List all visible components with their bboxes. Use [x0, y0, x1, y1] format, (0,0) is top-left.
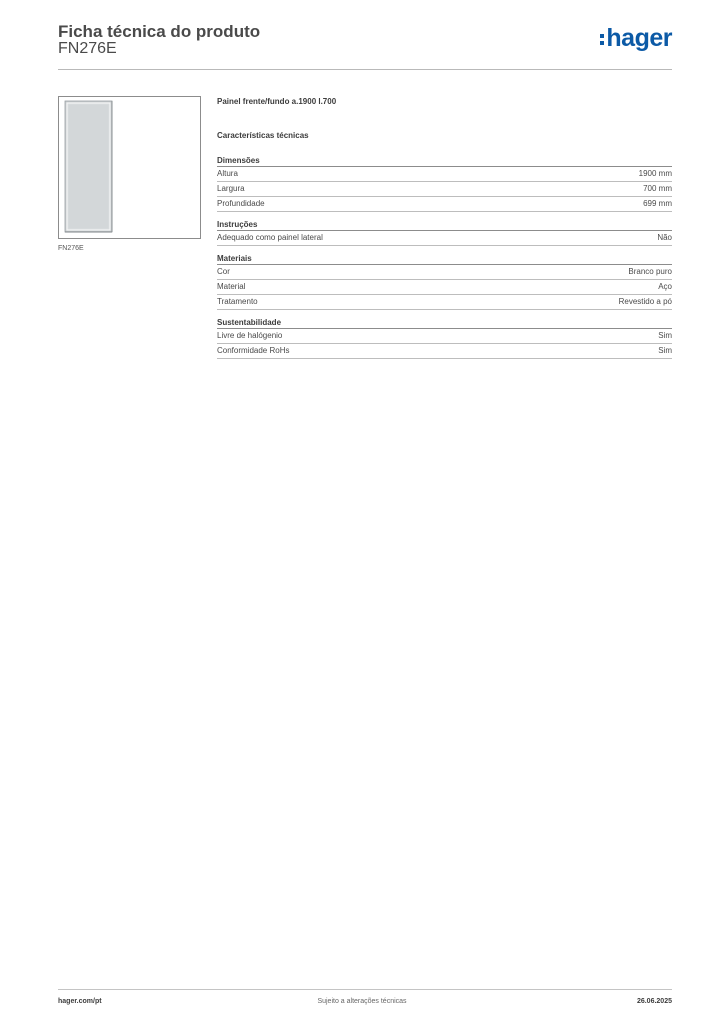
product-details	[217, 97, 672, 367]
logo-text: hager	[606, 24, 672, 52]
spec-value: Branco puro	[628, 267, 672, 276]
section-instructions	[217, 220, 672, 246]
spec-row	[217, 182, 672, 197]
spec-row	[217, 167, 672, 182]
footer-date: 26.06.2025	[636, 998, 672, 1005]
spec-row	[217, 329, 672, 344]
section-title: Materiais	[217, 254, 672, 265]
spec-label: Largura	[217, 184, 245, 193]
spec-row	[217, 295, 672, 310]
footer-website-link[interactable]: hager.com/pt	[58, 998, 102, 1005]
section-title: Dimensões	[217, 156, 672, 167]
spec-value: 699 mm	[643, 199, 672, 208]
header-divider	[58, 69, 672, 70]
spec-value: Revestido a pó	[618, 297, 672, 306]
spec-value: 1900 mm	[638, 169, 672, 178]
section-dimensions	[217, 156, 672, 212]
page-header	[58, 20, 672, 70]
section-sustainability	[217, 318, 672, 359]
spec-label: Tratamento	[217, 297, 258, 306]
document-title: Ficha técnica do produto	[58, 22, 261, 41]
spec-value: Aço	[658, 282, 672, 291]
spec-label: Livre de halógenio	[217, 331, 283, 340]
spec-label: Adequado como painel lateral	[217, 233, 323, 242]
spec-row	[217, 197, 672, 212]
spec-label: Profundidade	[217, 199, 265, 208]
panel-illustration	[59, 97, 200, 238]
image-caption: FN276E	[58, 245, 84, 252]
spec-row	[217, 231, 672, 246]
spec-label: Cor	[217, 267, 230, 276]
hager-logo	[600, 24, 672, 53]
spec-value: 700 mm	[643, 184, 672, 193]
footer-notice: Sujeito a alterações técnicas	[317, 998, 407, 1005]
product-code: FN276E	[58, 40, 117, 57]
spec-row	[217, 344, 672, 359]
footer-divider	[58, 989, 672, 990]
product-name: Painel frente/fundo a.1900 l.700	[217, 97, 337, 106]
spec-label: Altura	[217, 169, 238, 178]
spec-label: Material	[217, 282, 246, 291]
spec-row	[217, 265, 672, 280]
section-title: Instruções	[217, 220, 672, 231]
spec-value: Não	[657, 233, 672, 242]
section-title: Sustentabilidade	[217, 318, 672, 329]
spec-row	[217, 280, 672, 295]
spec-label: Conformidade RoHs	[217, 346, 290, 355]
product-image	[58, 96, 201, 239]
spec-value: Sim	[658, 346, 672, 355]
spec-value: Sim	[658, 331, 672, 340]
logo-colon-icon	[600, 31, 604, 46]
technical-characteristics-heading: Características técnicas	[217, 131, 309, 140]
section-materials	[217, 254, 672, 310]
